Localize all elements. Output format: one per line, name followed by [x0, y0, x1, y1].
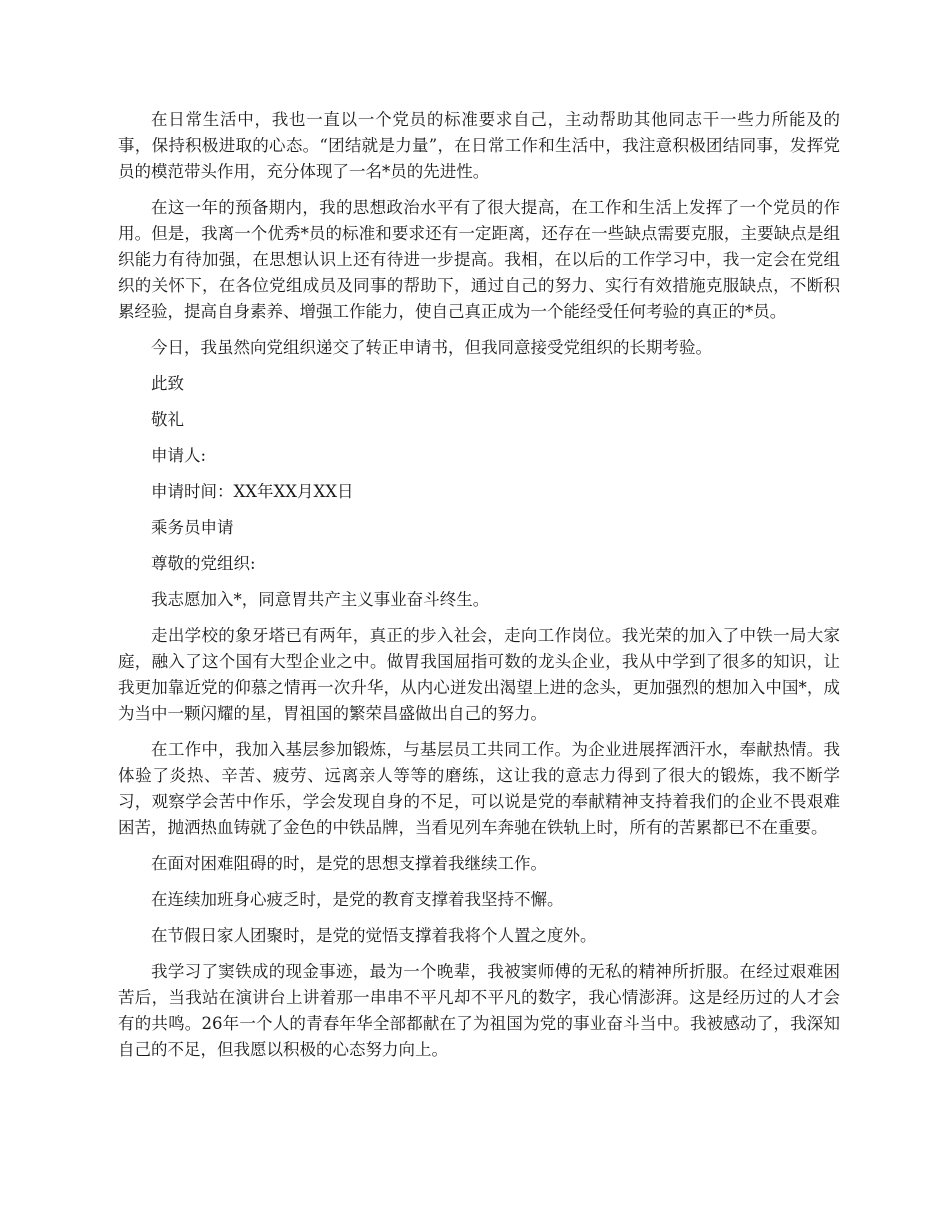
closing-salutation: 此致	[151, 374, 184, 393]
document-body	[118, 107, 840, 1073]
paragraph-7: 在面对困难阻碍的时，是党的思想支撑着我继续工作。	[151, 854, 547, 873]
section-title: 乘务员申请	[151, 518, 234, 537]
paragraph-2: 在这一年的预备期内，我的思想政治水平有了很大提高，在工作和生活上发挥了一个党员的作用。但是，我离一个优秀*员的标准和要求还有一定距离，还存在一些缺点需要克服，主要缺点是组织能力有待加强，在思想认识上还有待进一步提高。我相，在以后的工作学习中，我一定会在党组织的关怀下，在各位党组成员及同事的帮助下，通过自己的努力、实行有效措施克服缺点，不断积累经验，提高自身素养、增强工作能力，使自己真正成为一个能经受任何考验的真正的*员。	[118, 198, 840, 321]
paragraph-4: 我志愿加入*，同意胃共产主义事业奋斗终生。	[151, 590, 490, 609]
paragraph-9: 在节假日家人团聚时，是党的觉悟支撑着我将个人置之度外。	[151, 926, 597, 945]
paragraph-1: 在日常生活中，我也一直以一个党员的标准要求自己，主动帮助其他同志干一些力所能及的事，保持积极进取的心态。“团结就是力量”，在日常工作和生活中，我注意积极团结同事，发挥党员的模范带头作用，充分体现了一名*员的先进性。	[118, 110, 840, 181]
paragraph-3: 今日，我虽然向党组织递交了转正申请书，但我同意接受党组织的长期考验。	[151, 338, 712, 357]
closing-regards: 敬礼	[151, 410, 184, 429]
application-date-line: 申请时间：XX年XX月XX日	[151, 482, 354, 501]
applicant-line: 申请人:	[151, 446, 207, 465]
paragraph-6: 在工作中，我加入基层参加锻炼，与基层员工共同工作。为企业进展挥洒汗水，奉献热情。我体验了炎热、辛苦、疲劳、远离亲人等等的磨练，这让我的意志力得到了很大的锻炼，我不断学习，观察学会苦中作乐，学会发现自身的不足，可以说是党的奉献精神支持着我们的企业不畏艰难困苦，抛洒热血铸就了金色的中铁品牌，当看见列车奔驰在铁轨上时，所有的苦累都已不在重要。	[118, 740, 840, 837]
paragraph-5: 走出学校的象牙塔已有两年，真正的步入社会，走向工作岗位。我光荣的加入了中铁一局大家庭，融入了这个国有大型企业之中。做胃我国屈指可数的龙头企业，我从中学到了很多的知识，让我更加靠近党的仰慕之情再一次升华，从内心迸发出渴望上进的念头，更加强烈的想加入中国*，成为当中一颗闪耀的星，胃祖国的繁荣昌盛做出自己的努力。	[118, 626, 840, 723]
paragraph-10: 我学习了窦铁成的现金事迹，最为一个晚辈，我被窦师傅的无私的精神所折服。在经过艰难困苦后，当我站在演讲台上讲着那一串串不平凡却不平凡的数字，我心情澎湃。这是经历过的人才会有的共鸣。26年一个人的青春年华全部都献在了为祖国为党的事业奋斗当中。我被感动了，我深知自己的不足，但我愿以积极的心态努力向上。	[118, 962, 840, 1059]
paragraph-8: 在连续加班身心疲乏时，是党的教育支撑着我坚持不懈。	[151, 890, 564, 909]
greeting-line: 尊敬的党组织:	[151, 554, 256, 573]
